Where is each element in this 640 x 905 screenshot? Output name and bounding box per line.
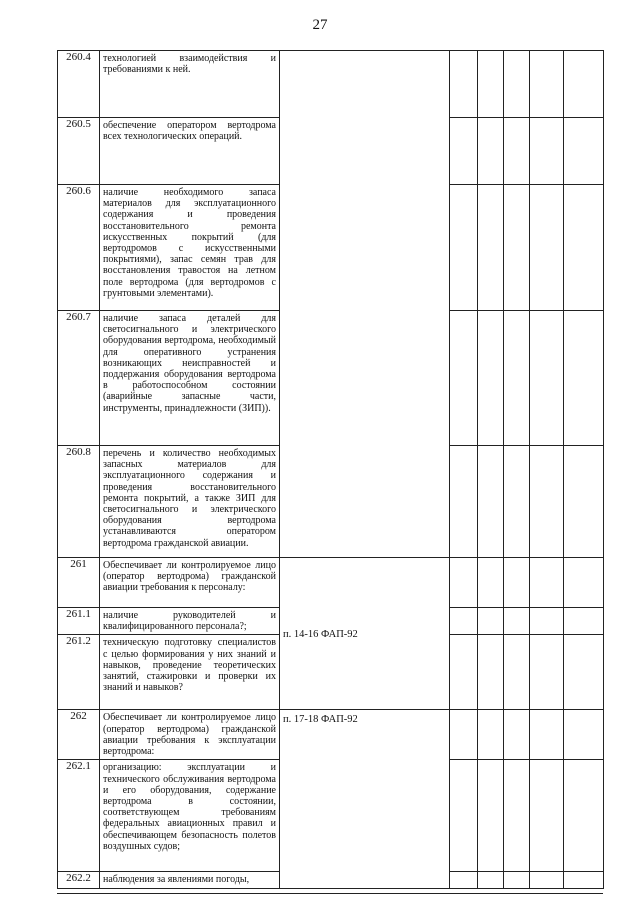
answer-cell[interactable] xyxy=(530,118,564,185)
answer-cell[interactable] xyxy=(504,185,530,311)
table-row xyxy=(58,710,604,760)
row-number: 261 xyxy=(58,558,100,608)
answer-cell[interactable] xyxy=(530,311,564,446)
answer-cell[interactable] xyxy=(564,118,604,185)
answer-cell[interactable] xyxy=(478,635,504,710)
answer-cell[interactable] xyxy=(450,185,478,311)
answer-cell[interactable] xyxy=(504,51,530,118)
row-text: организацию: эксплуатации и технического обслуживания вертодрома и его оборудования, содержание вертодрома в состоянии, соответствующем требованиям федеральных авиационных правил и обеспечивающем безопасность полетов воздушных судов; xyxy=(100,760,280,872)
answer-cell[interactable] xyxy=(530,872,564,888)
answer-cell[interactable] xyxy=(564,558,604,608)
answer-cell[interactable] xyxy=(530,185,564,311)
checklist-table xyxy=(57,50,604,889)
bottom-rule xyxy=(57,893,603,894)
answer-cell[interactable] xyxy=(450,446,478,558)
row-text: обеспечение оператором вертодрома всех технологических операций. xyxy=(100,118,280,185)
answer-cell[interactable] xyxy=(530,51,564,118)
answer-cell[interactable] xyxy=(450,872,478,888)
answer-cell[interactable] xyxy=(504,635,530,710)
answer-cell[interactable] xyxy=(478,446,504,558)
answer-cell[interactable] xyxy=(478,185,504,311)
answer-cell[interactable] xyxy=(564,635,604,710)
answer-cell[interactable] xyxy=(530,558,564,608)
answer-cell[interactable] xyxy=(450,635,478,710)
answer-cell[interactable] xyxy=(504,710,530,760)
row-number: 260.8 xyxy=(58,446,100,558)
answer-cell[interactable] xyxy=(504,872,530,888)
reference-cell: п. 17-18 ФАП-92 xyxy=(280,710,450,888)
answer-cell[interactable] xyxy=(504,118,530,185)
row-text: Обеспечивает ли контролируемое лицо (оператор вертодрома) гражданской авиации требования к персоналу: xyxy=(100,558,280,608)
row-text: технологией взаимодействия и требованиями к ней. xyxy=(100,51,280,118)
answer-cell[interactable] xyxy=(504,608,530,635)
row-number: 262 xyxy=(58,710,100,760)
answer-cell[interactable] xyxy=(564,311,604,446)
answer-cell[interactable] xyxy=(478,608,504,635)
row-number: 262.1 xyxy=(58,760,100,872)
answer-cell[interactable] xyxy=(564,710,604,760)
row-number: 261.2 xyxy=(58,635,100,710)
answer-cell[interactable] xyxy=(564,446,604,558)
page-number: 27 xyxy=(312,17,328,33)
answer-cell[interactable] xyxy=(478,710,504,760)
answer-cell[interactable] xyxy=(478,118,504,185)
answer-cell[interactable] xyxy=(504,446,530,558)
answer-cell[interactable] xyxy=(450,710,478,760)
reference-cell: п. 14-16 ФАП-92 xyxy=(280,558,450,710)
answer-cell[interactable] xyxy=(530,760,564,872)
answer-cell[interactable] xyxy=(450,608,478,635)
row-text: Обеспечивает ли контролируемое лицо (оператор вертодрома) гражданской авиации требования к эксплуатации вертодрома: xyxy=(100,710,280,760)
answer-cell[interactable] xyxy=(530,446,564,558)
answer-cell[interactable] xyxy=(504,311,530,446)
row-text: наличие руководителей и квалифицированного персонала?; xyxy=(100,608,280,635)
answer-cell[interactable] xyxy=(478,760,504,872)
table-row xyxy=(58,558,604,608)
row-text: наблюдения за явлениями погоды, xyxy=(100,872,280,888)
row-number: 260.4 xyxy=(58,51,100,118)
answer-cell[interactable] xyxy=(450,51,478,118)
answer-cell[interactable] xyxy=(564,760,604,872)
row-number: 260.7 xyxy=(58,311,100,446)
row-text: техническую подготовку специалистов с целью формирования у них знаний и навыков, проведение теоретических занятий, стажировки и проверки их знаний и навыков? xyxy=(100,635,280,710)
answer-cell[interactable] xyxy=(450,311,478,446)
answer-cell[interactable] xyxy=(530,608,564,635)
answer-cell[interactable] xyxy=(564,608,604,635)
answer-cell[interactable] xyxy=(530,635,564,710)
row-number: 261.1 xyxy=(58,608,100,635)
answer-cell[interactable] xyxy=(564,185,604,311)
row-text: перечень и количество необходимых запасных материалов для эксплуатационного содержания и проведения восстановительного ремонта покрытий, а также ЗИП для светосигнального и электрического оборудования вертодрома устанавливаются оператором вертодрома гражданской авиации. xyxy=(100,446,280,558)
answer-cell[interactable] xyxy=(450,760,478,872)
answer-cell[interactable] xyxy=(478,872,504,888)
answer-cell[interactable] xyxy=(478,311,504,446)
answer-cell[interactable] xyxy=(504,760,530,872)
answer-cell[interactable] xyxy=(478,51,504,118)
reference-cell xyxy=(280,51,450,558)
answer-cell[interactable] xyxy=(530,710,564,760)
answer-cell[interactable] xyxy=(504,558,530,608)
row-number: 260.5 xyxy=(58,118,100,185)
row-text: наличие запаса деталей для светосигнального и электрического оборудования вертодрома, необходимый для оперативного устранения возникающих неисправностей и поддержания оборудования вертодрома в работоспособном состоянии (аварийные запасные части, инструменты, принадлежности (ЗИП)). xyxy=(100,311,280,446)
row-text: наличие необходимого запаса материалов для эксплуатационного содержания и проведения восстановительного ремонта искусственных покрытий (для вертодромов с искусственными покрытиями), запас семян трав для восстановления травостоя на летном поле вертодрома (для вертодромов с грунтовыми элементами). xyxy=(100,185,280,311)
answer-cell[interactable] xyxy=(564,51,604,118)
answer-cell[interactable] xyxy=(450,558,478,608)
row-number: 262.2 xyxy=(58,872,100,888)
answer-cell[interactable] xyxy=(478,558,504,608)
answer-cell[interactable] xyxy=(564,872,604,888)
answer-cell[interactable] xyxy=(450,118,478,185)
row-number: 260.6 xyxy=(58,185,100,311)
table-row xyxy=(58,51,604,118)
